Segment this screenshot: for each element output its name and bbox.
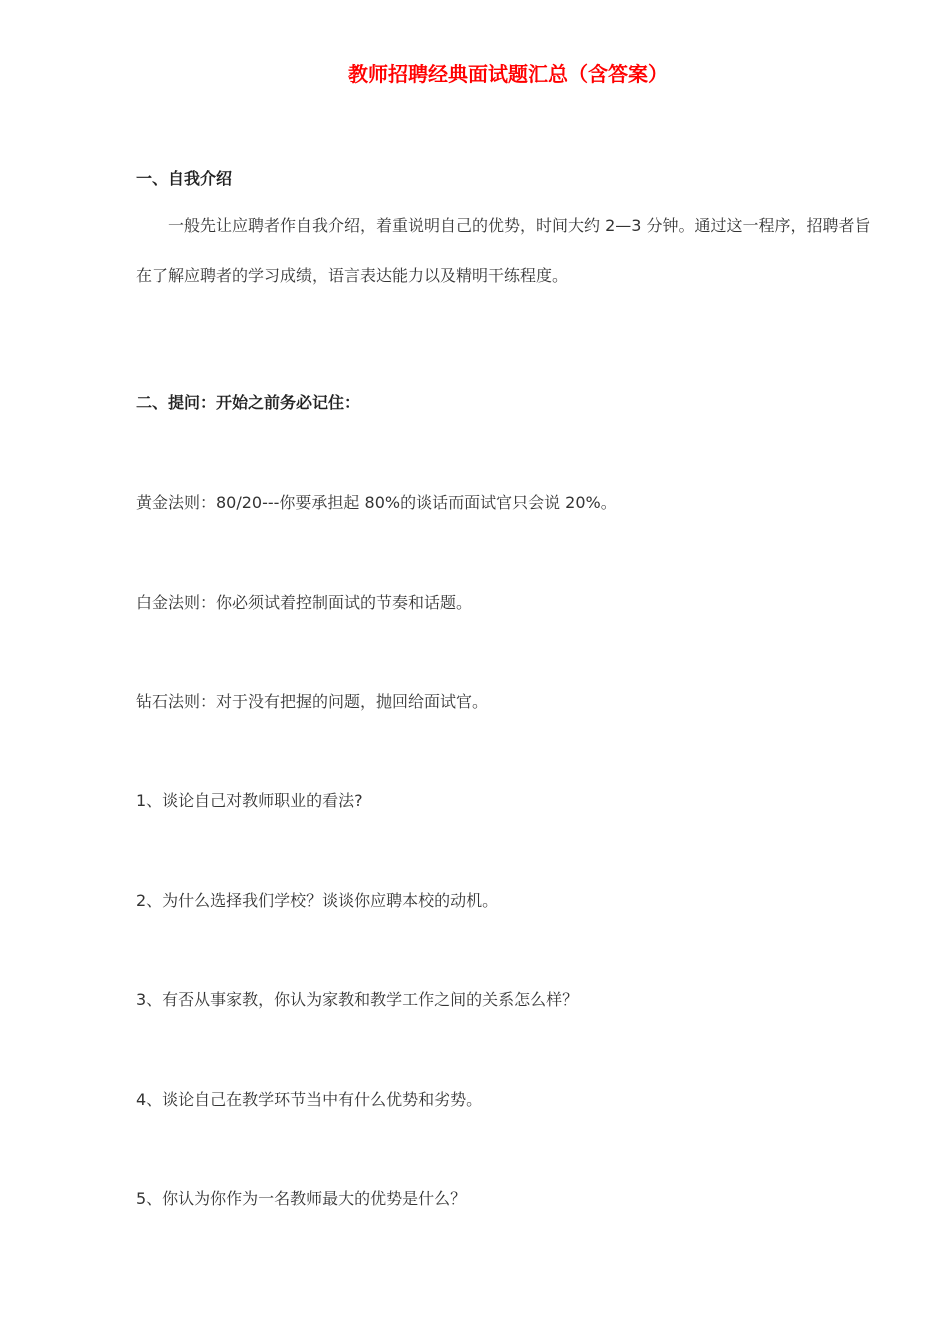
question-item: 4、谈论自己在教学环节当中有什么优势和劣势。 (136, 1090, 483, 1109)
golden-rule: 黄金法则：80/20---你要承担起 80%的谈话而面试官只会说 20%。 (136, 493, 617, 512)
question-item: 3、有否从事家教，你认为家教和教学工作之间的关系怎么样？ (136, 990, 579, 1009)
diamond-rule: 钻石法则：对于没有把握的问题，抛回给面试官。 (136, 692, 489, 711)
self-intro-paragraph: 一般先让应聘者作自我介绍，着重说明自己的优势，时间大约 2—3 分钟。通过这一程序，招聘者旨在了解应聘者的学习成绩，语言表达能力以及精明干练程度。 (136, 216, 871, 285)
section-heading-self-intro: 一、自我介绍 (136, 169, 233, 188)
platinum-rule: 白金法则：你必须试着控制面试的节奏和话题。 (136, 593, 473, 612)
section-heading-questions: 二、提问：开始之前务必记住： (136, 393, 361, 412)
document-title: 教师招聘经典面试题汇总（含答案） (348, 62, 668, 86)
question-item: 1、谈论自己对教师职业的看法? (136, 791, 363, 810)
question-item: 2、为什么选择我们学校？谈谈你应聘本校的动机。 (136, 891, 499, 910)
question-item: 5、你认为你作为一名教师最大的优势是什么？ (136, 1189, 467, 1208)
